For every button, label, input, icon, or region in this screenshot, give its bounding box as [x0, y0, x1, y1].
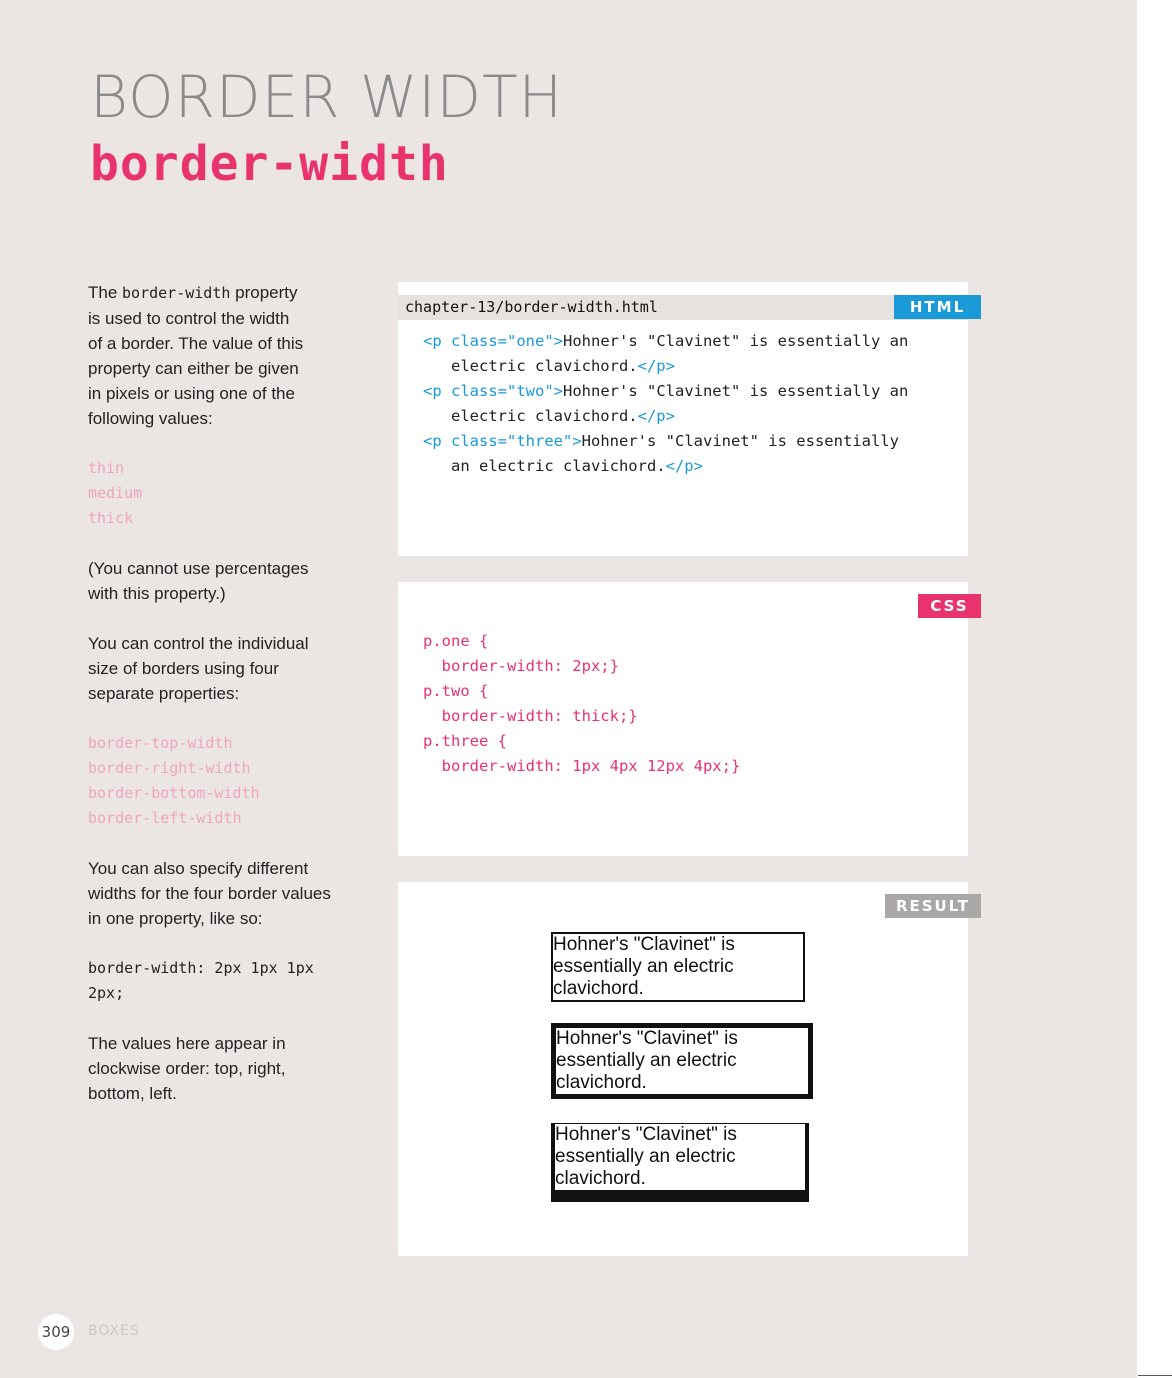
code-tag-end: </p> [665, 457, 703, 475]
order-line: clockwise order: top, right, [88, 1059, 286, 1078]
spacer [88, 831, 358, 856]
code-attr: class="two" [451, 382, 554, 400]
intro-line: of a border. The value of this [88, 334, 304, 353]
intro-code: border-width [122, 284, 231, 302]
individual-line: You can control the individual [88, 634, 309, 653]
css-line: p.one { [423, 632, 489, 650]
note-line: (You cannot use percentages [88, 559, 309, 578]
intro-suffix: property [230, 283, 298, 302]
result-text-line: clavichord. [553, 978, 644, 999]
page-number: 309 [38, 1314, 74, 1350]
page-title: BORDER WIDTH [90, 63, 564, 131]
css-tag: CSS [918, 594, 981, 618]
value-medium: medium [88, 484, 143, 502]
code-tag-open: <p [423, 332, 451, 350]
spacer [88, 706, 358, 731]
file-name-bar [398, 295, 968, 320]
property-left: border-left-width [88, 809, 242, 827]
spacer [88, 606, 358, 631]
intro-line: is used to control the width [88, 309, 290, 328]
order-line: The values here appear in [88, 1034, 286, 1053]
page-edge-line [1138, 1375, 1172, 1376]
result-text-line: essentially an electric [555, 1146, 736, 1167]
code-tag-close: > [553, 332, 563, 350]
section-label: BOXES [88, 1323, 140, 1339]
result-box-three [551, 1123, 809, 1202]
individual-line: separate properties: [88, 684, 240, 703]
code-tag-open: <p [423, 382, 451, 400]
code-attr: class="one" [451, 332, 554, 350]
css-line: p.three { [423, 732, 507, 750]
property-right: border-right-width [88, 759, 251, 777]
code-text: Hohner's "Clavinet" is essentially an [563, 332, 909, 350]
code-text: electric clavichord. [423, 407, 638, 425]
file-name: chapter-13/border-width.html [405, 298, 658, 316]
code-line [423, 329, 908, 354]
css-line: border-width: thick;} [423, 707, 638, 725]
html-code [423, 329, 908, 479]
intro-line-1 [88, 280, 358, 306]
code-line [423, 379, 908, 404]
result-text-line: Hohner's "Clavinet" is [555, 1124, 737, 1145]
code-line [423, 429, 908, 454]
shorthand-line: in one property, like so: [88, 909, 263, 928]
code-tag-end: </p> [637, 407, 675, 425]
result-tag: RESULT [885, 894, 981, 918]
code-line [423, 454, 908, 479]
spacer [88, 431, 358, 456]
value-thick: thick [88, 509, 134, 527]
html-code-panel [398, 282, 968, 556]
result-panel [398, 882, 971, 1256]
example-line: border-width: 2px 1px 1px [88, 959, 314, 977]
code-attr: class="three" [451, 432, 573, 450]
sidebar-text [88, 280, 358, 1106]
code-tag-open: <p [423, 432, 451, 450]
intro-line: in pixels or using one of the [88, 384, 295, 403]
code-tag-close: > [572, 432, 582, 450]
result-text-line: Hohner's "Clavinet" is [556, 1028, 738, 1049]
property-bottom: border-bottom-width [88, 784, 260, 802]
page-subtitle: border-width [90, 136, 449, 192]
css-line: border-width: 2px;} [423, 657, 619, 675]
code-tag-end: </p> [637, 357, 675, 375]
result-text-line: Hohner's "Clavinet" is [553, 934, 735, 955]
example-line: 2px; [88, 984, 125, 1002]
result-text-line: clavichord. [555, 1168, 646, 1189]
shorthand-line: You can also specify different [88, 859, 309, 878]
shorthand-line: widths for the four border values [88, 884, 331, 903]
note-line: with this property.) [88, 584, 226, 603]
result-text-line: essentially an electric [556, 1050, 737, 1071]
code-line [423, 354, 908, 379]
spacer [88, 1006, 358, 1031]
individual-line: size of borders using four [88, 659, 279, 678]
result-box-one [551, 932, 805, 1002]
code-text: Hohner's "Clavinet" is essentially an [563, 382, 909, 400]
code-text: Hohner's "Clavinet" is essentially [581, 432, 899, 450]
code-text: electric clavichord. [423, 357, 638, 375]
intro-prefix: The [88, 283, 123, 302]
result-text-line: essentially an electric [553, 956, 734, 977]
code-tag-close: > [553, 382, 563, 400]
order-line: bottom, left. [88, 1084, 177, 1103]
result-box-two [551, 1023, 813, 1099]
spacer [88, 931, 358, 956]
css-line: p.two { [423, 682, 489, 700]
intro-line: following values: [88, 409, 213, 428]
html-tag: HTML [894, 295, 981, 319]
value-thin: thin [88, 459, 125, 477]
code-text: an electric clavichord. [423, 457, 666, 475]
spacer [88, 531, 358, 556]
css-code [423, 629, 740, 779]
css-code-panel [398, 582, 968, 856]
result-text-line: clavichord. [556, 1072, 647, 1093]
css-line: border-width: 1px 4px 12px 4px;} [423, 757, 741, 775]
code-line [423, 404, 908, 429]
intro-line: property can either be given [88, 359, 299, 378]
property-top: border-top-width [88, 734, 233, 752]
